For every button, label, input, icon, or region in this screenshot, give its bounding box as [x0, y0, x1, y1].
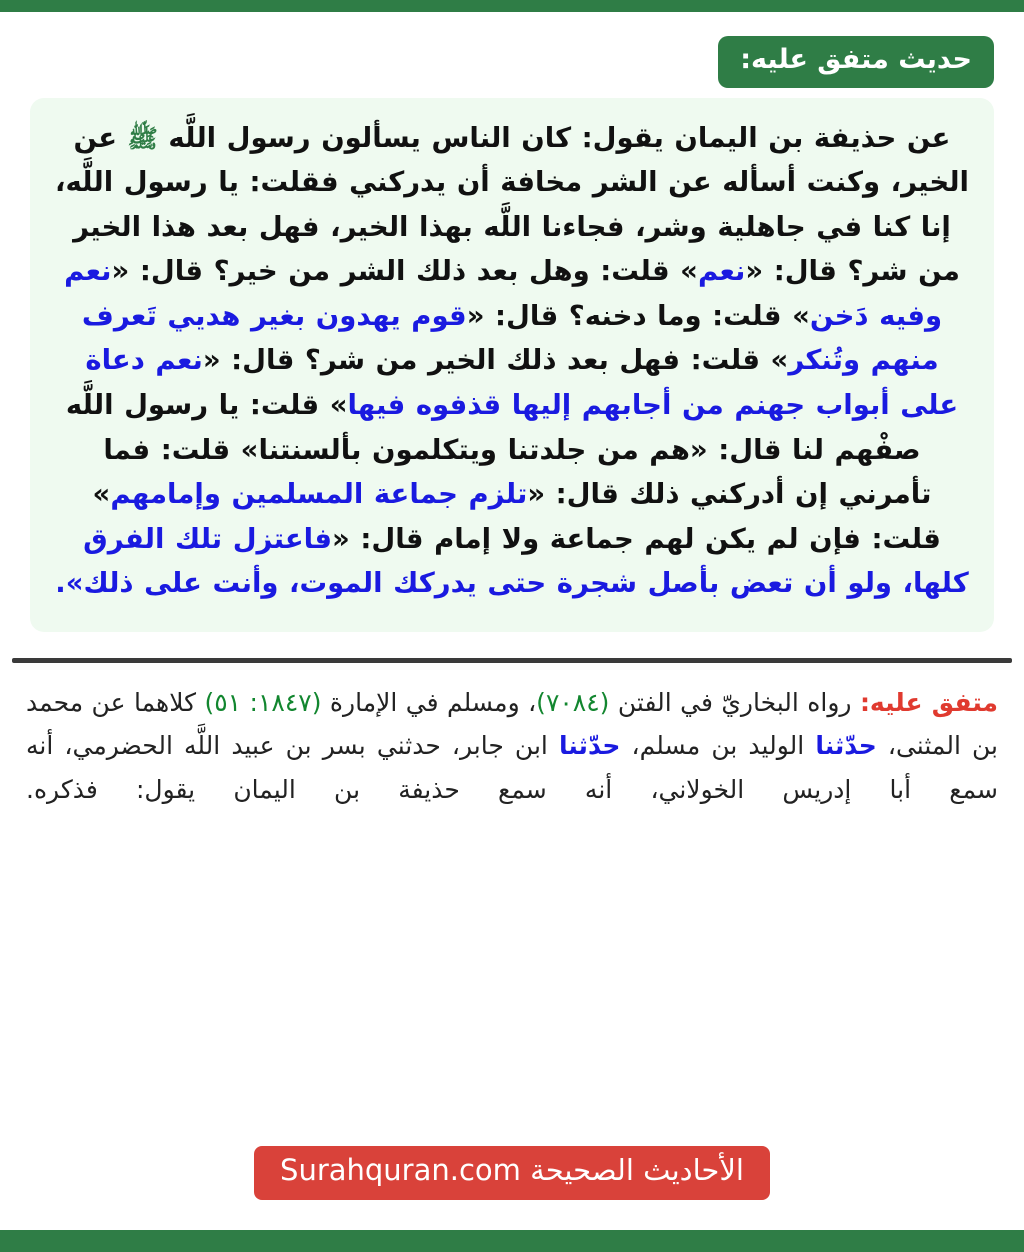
attribution-segment-plain-1: رواه البخاريّ في الفتن [609, 687, 860, 717]
hadith-page [0, 12, 1024, 1230]
header-row [0, 12, 1024, 88]
hadith-segment-plain-6: » قلت: وما دخنه؟ قال: « [466, 299, 810, 332]
hadith-segment-quote-13: فاعتزل تلك الفرق كلها، ولو أن تعض بأصل شجرة حتى يدركك الموت، وأنت على ذلك». [55, 522, 969, 600]
hadith-card [30, 98, 994, 632]
bottom-green-band [0, 1230, 1024, 1252]
hadith-segment-quote-11: تلزم جماعة المسلمين وإمامهم [110, 478, 528, 511]
section-divider [12, 658, 1012, 663]
hadith-segment-saw-1: ﷺ [127, 123, 158, 153]
hadith-segment-plain-12: » قلت: فإن لم يكن لهم جماعة ولا إمام قال: « [92, 478, 941, 555]
hadith-segment-quote-9: نعم دعاة على أبواب جهنم من أجابهم إليها قذفوه فيها [85, 344, 959, 421]
attribution-segment-plain-5: كلاهما عن محمد بن المثنى، [26, 687, 998, 761]
attribution-segment-number-4: (١٨٤٧: ٥١) [204, 687, 322, 717]
attribution-text [26, 681, 998, 812]
footer-row [0, 1146, 1024, 1200]
hadith-segment-plain-8: » قلت: فهل بعد ذلك الخير من شر؟ قال: « [202, 344, 789, 377]
hadith-segment-quote-7: قوم يهدون بغير هديي تَعرف منهم وتُنكر [81, 299, 939, 377]
hadith-segment-plain-2: عن الخير، وكنت أسأله عن الشر مخافة أن يدركني فقلت: يا رسول اللَّه، إنا كنا في جاهلية وشر، فجاءنا اللَّه بهذا الخير، فهل بعد هذا الخير من شر؟ قال: « [55, 121, 969, 288]
site-brand-badge[interactable]: الأحاديث الصحيحة Surahquran.com [254, 1146, 770, 1200]
hadith-segment-plain-10: » قلت: يا رسول اللَّه صفْهم لنا قال: «هم من جلدتنا ويتكلمون بألسنتنا» قلت: فما تأمرني إن أدركني ذلك قال: « [65, 388, 932, 511]
hadith-segment-plain-4: » قلت: وهل بعد ذلك الشر من خير؟ قال: « [111, 255, 698, 288]
top-green-band [0, 0, 1024, 12]
hadith-text [54, 116, 970, 606]
attribution-segment-label-0: متفق عليه: [859, 687, 998, 717]
attribution-segment-narrator-6: حدّثنا [815, 731, 877, 761]
hadith-segment-plain-0: عن حذيفة بن اليمان يقول: كان الناس يسألون رسول اللَّه [157, 121, 951, 154]
attribution-segment-plain-3: ، ومسلم في الإمارة [321, 687, 537, 717]
hadith-type-badge: حديث متفق عليه: [718, 36, 994, 88]
attribution-segment-number-2: (٧٠٨٤) [536, 687, 610, 717]
hadith-segment-quote-5: نعم وفيه دَخن [64, 255, 943, 332]
attribution-segment-narrator-8: حدّثنا [558, 731, 621, 761]
attribution-segment-plain-9: ابن جابر، حدثني بسر بن عبيد اللَّه الحضرمي، أنه سمع أبا إدريس الخولاني، أنه سمع حذيفة بن اليمان يقول: فذكره. [26, 731, 998, 805]
hadith-segment-quote-3: نعم [697, 255, 746, 288]
attribution-segment-plain-7: الوليد بن مسلم، [620, 731, 816, 761]
